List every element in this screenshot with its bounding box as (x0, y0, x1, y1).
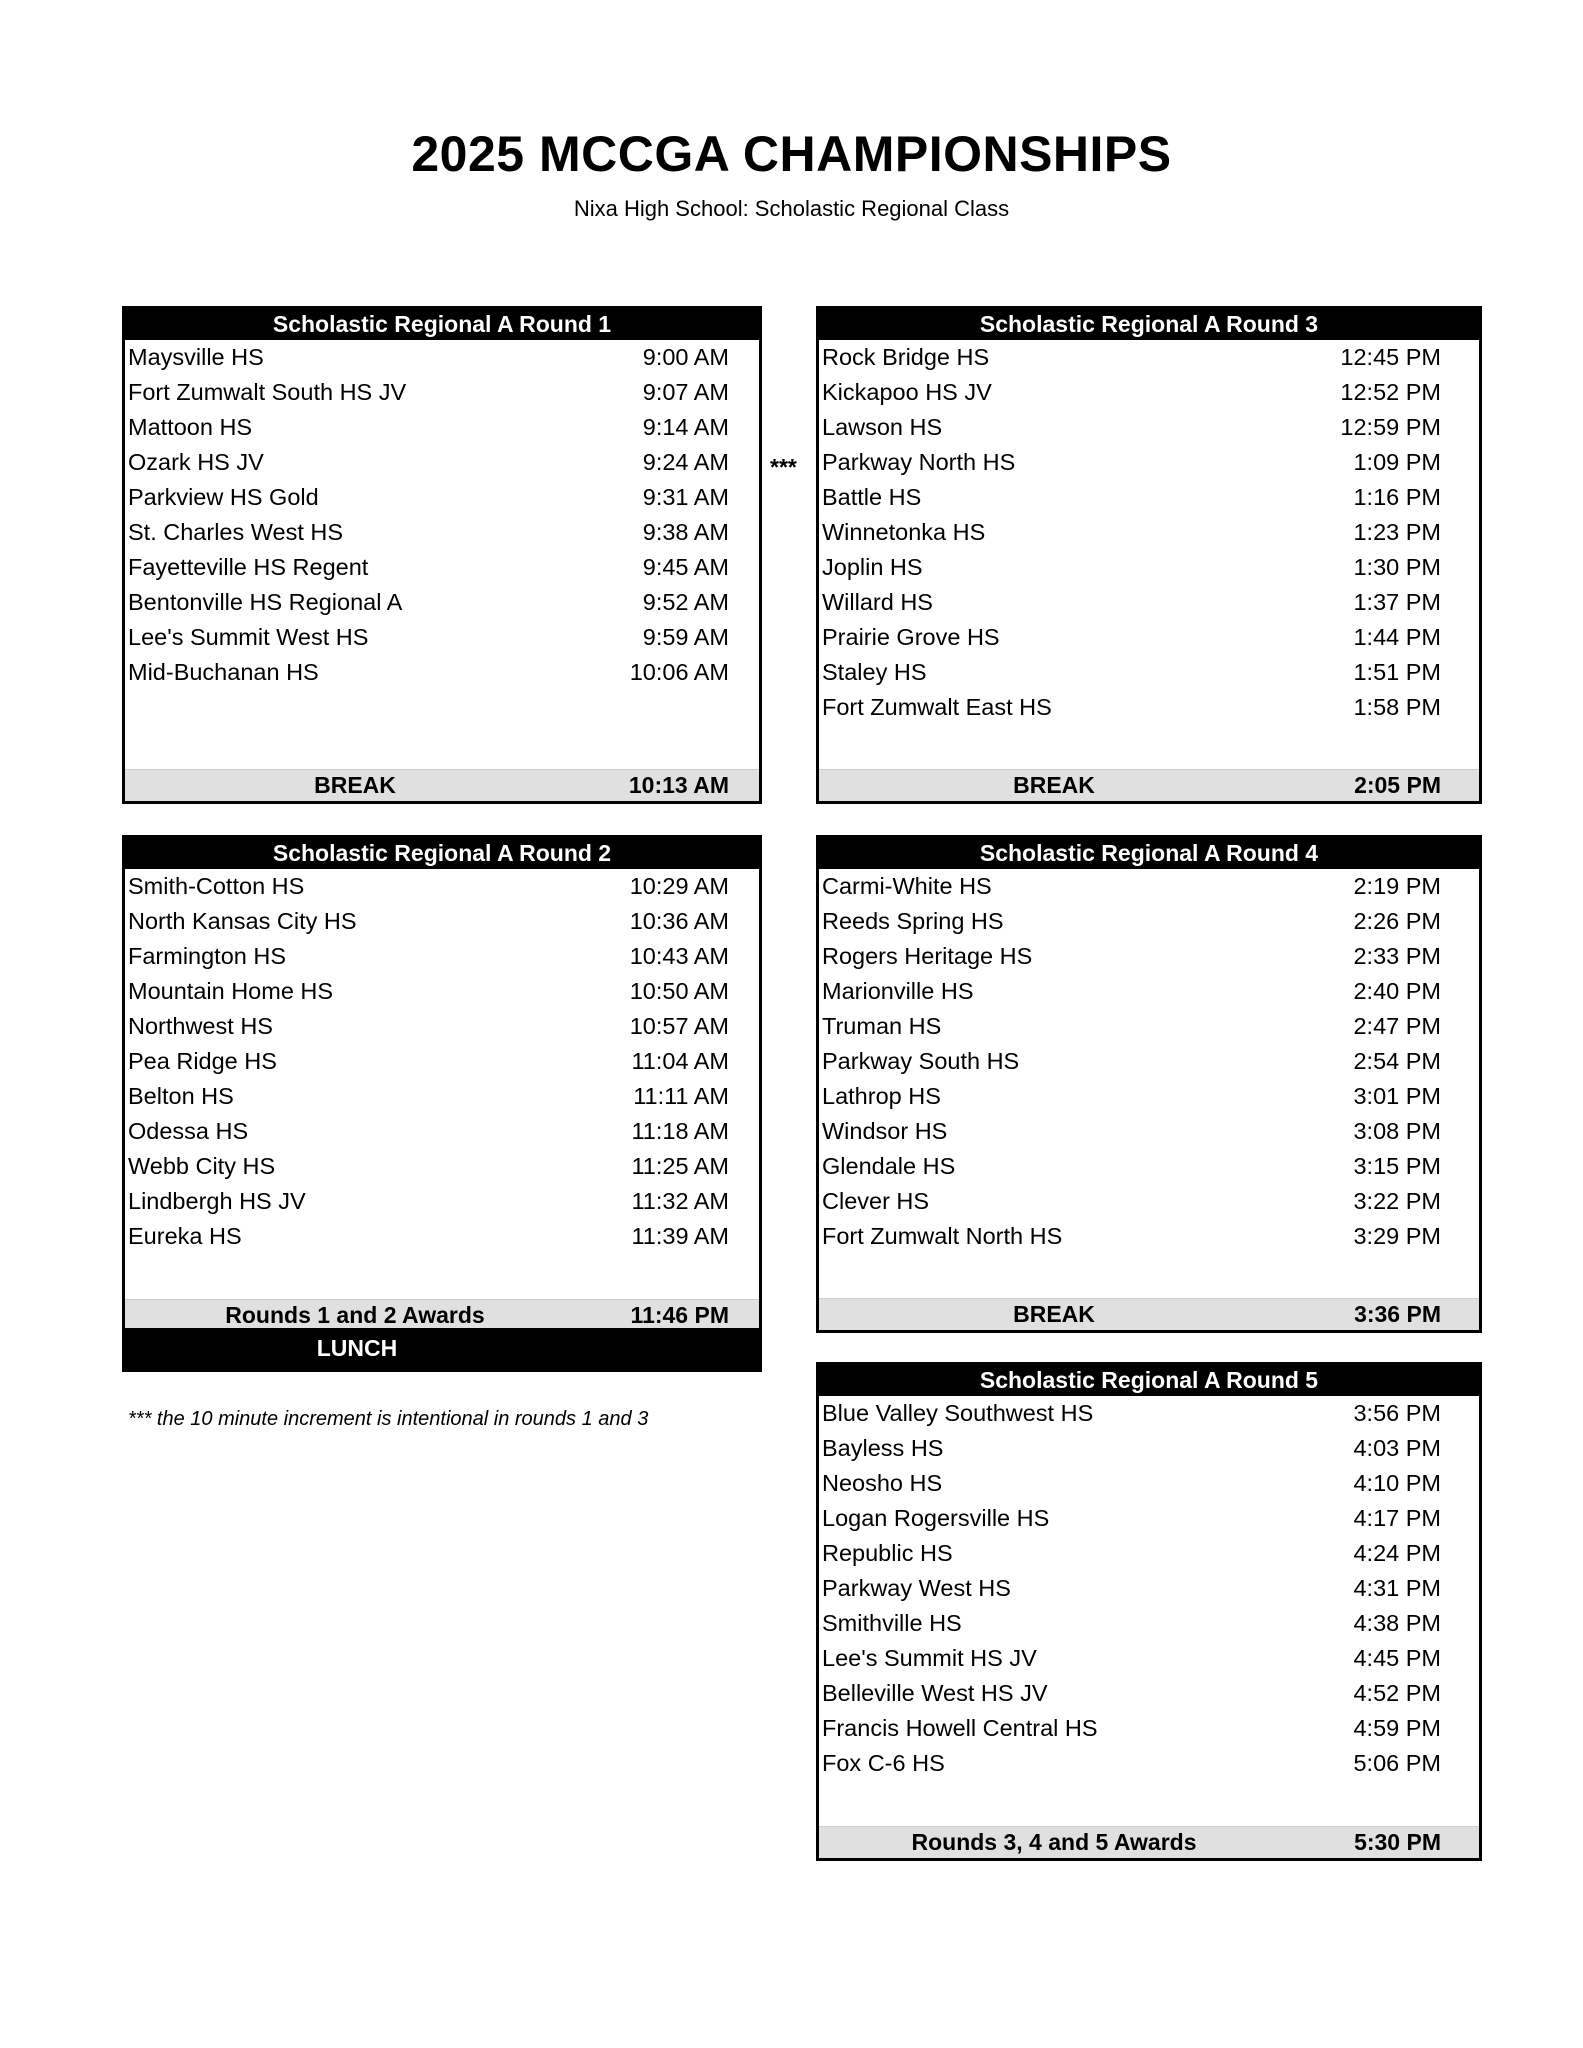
table-row (819, 585, 1479, 620)
start-time: 3:15 PM (1353, 1153, 1441, 1179)
table-row (819, 550, 1479, 585)
start-time: 3:08 PM (1353, 1118, 1441, 1144)
team-name: Northwest HS (128, 1013, 273, 1039)
team-name: Pea Ridge HS (128, 1048, 277, 1074)
team-name: Reeds Spring HS (822, 908, 1004, 934)
start-time: 3:29 PM (1353, 1223, 1441, 1249)
increment-marker: *** (770, 454, 797, 480)
round-footer (819, 1298, 1479, 1330)
team-name: Webb City HS (128, 1153, 276, 1179)
footer-time: 5:30 PM (1354, 1829, 1441, 1855)
table-row (819, 515, 1479, 550)
start-time: 2:40 PM (1353, 978, 1441, 1004)
round-title: Scholastic Regional A Round 1 (125, 309, 759, 340)
table-row (125, 410, 759, 445)
table-row (125, 340, 759, 375)
team-name: Joplin HS (822, 554, 923, 580)
start-time: 10:50 AM (629, 978, 729, 1004)
team-name: Odessa HS (128, 1118, 249, 1144)
team-name: Francis Howell Central HS (822, 1715, 1098, 1741)
footer-time: 10:13 AM (628, 772, 729, 798)
table-row (819, 974, 1479, 1009)
team-name: Fayetteville HS Regent (128, 554, 369, 580)
table-row (125, 1114, 759, 1149)
footer-label: Rounds 1 and 2 Awards (225, 1302, 485, 1328)
start-time: 9:00 AM (642, 344, 729, 370)
team-name: Lee's Summit West HS (128, 624, 369, 650)
team-name: Farmington HS (128, 943, 287, 969)
table-row (125, 375, 759, 410)
team-name: Smith-Cotton HS (128, 873, 305, 899)
round-1-box (122, 306, 762, 804)
team-name: Prairie Grove HS (822, 624, 1000, 650)
team-name: Kickapoo HS JV (822, 379, 992, 405)
team-name: Parkway North HS (822, 449, 1016, 475)
team-name: Carmi-White HS (822, 873, 992, 899)
team-name: Bayless HS (822, 1435, 944, 1461)
team-name: Mountain Home HS (128, 978, 334, 1004)
start-time: 4:10 PM (1353, 1470, 1441, 1496)
team-name: Parkway West HS (822, 1575, 1011, 1601)
table-row (819, 1536, 1479, 1571)
table-row (125, 974, 759, 1009)
table-row (125, 620, 759, 655)
team-name: Fort Zumwalt South HS JV (128, 379, 407, 405)
start-time: 9:45 AM (642, 554, 729, 580)
table-row (125, 939, 759, 974)
start-time: 12:45 PM (1340, 344, 1441, 370)
table-row (819, 655, 1479, 690)
start-time: 2:47 PM (1353, 1013, 1441, 1039)
start-time: 1:23 PM (1353, 519, 1441, 545)
table-row (819, 1219, 1479, 1254)
round-title: Scholastic Regional A Round 5 (819, 1365, 1479, 1396)
start-time: 4:24 PM (1353, 1540, 1441, 1566)
table-row (819, 620, 1479, 655)
start-time: 10:57 AM (629, 1013, 729, 1039)
table-row (125, 1184, 759, 1219)
table-row (819, 1149, 1479, 1184)
start-time: 9:52 AM (642, 589, 729, 615)
team-name: Ozark HS JV (128, 449, 264, 475)
team-name: Smithville HS (822, 1610, 962, 1636)
table-row (125, 1009, 759, 1044)
start-time: 4:52 PM (1353, 1680, 1441, 1706)
table-row (819, 690, 1479, 725)
table-row (125, 904, 759, 939)
start-time: 4:31 PM (1353, 1575, 1441, 1601)
start-time: 1:30 PM (1353, 554, 1441, 580)
team-name: Winnetonka HS (822, 519, 986, 545)
start-time: 1:09 PM (1353, 449, 1441, 475)
team-name: Lindbergh HS JV (128, 1188, 306, 1214)
table-row (819, 480, 1479, 515)
team-name: Clever HS (822, 1188, 930, 1214)
start-time: 2:33 PM (1353, 943, 1441, 969)
table-row (819, 939, 1479, 974)
start-time: 4:03 PM (1353, 1435, 1441, 1461)
start-time: 2:19 PM (1353, 873, 1441, 899)
team-name: Mid-Buchanan HS (128, 659, 319, 685)
round-footer (125, 769, 759, 801)
round-title: Scholastic Regional A Round 3 (819, 309, 1479, 340)
table-row (125, 515, 759, 550)
team-name: Battle HS (822, 484, 922, 510)
footer-time: 11:46 PM (630, 1302, 729, 1328)
table-row (819, 375, 1479, 410)
start-time: 10:36 AM (629, 908, 729, 934)
table-row (125, 585, 759, 620)
table-row (819, 1396, 1479, 1431)
start-time: 9:07 AM (642, 379, 729, 405)
team-name: Rock Bridge HS (822, 344, 990, 370)
start-time: 11:32 AM (631, 1188, 729, 1214)
table-row (125, 480, 759, 515)
start-time: 9:59 AM (642, 624, 729, 650)
team-name: Lee's Summit HS JV (822, 1645, 1037, 1671)
start-time: 11:25 AM (631, 1153, 729, 1179)
start-time: 12:59 PM (1340, 414, 1441, 440)
round-title: Scholastic Regional A Round 2 (125, 838, 759, 869)
team-name: Glendale HS (822, 1153, 956, 1179)
start-time: 1:37 PM (1353, 589, 1441, 615)
round-4-box (816, 835, 1482, 1333)
footer-label: BREAK (314, 772, 396, 798)
start-time: 10:06 AM (629, 659, 729, 685)
start-time: 10:29 AM (629, 873, 729, 899)
table-row (819, 904, 1479, 939)
lunch-label: LUNCH (316, 1335, 398, 1361)
table-row (125, 1149, 759, 1184)
table-row (819, 1114, 1479, 1149)
page-subtitle: Nixa High School: Scholastic Regional Class (573, 196, 1010, 221)
table-row (819, 1184, 1479, 1219)
team-name: Truman HS (822, 1013, 942, 1039)
team-name: Willard HS (822, 589, 933, 615)
start-time: 1:44 PM (1353, 624, 1441, 650)
start-time: 12:52 PM (1340, 379, 1441, 405)
team-name: North Kansas City HS (128, 908, 357, 934)
round-5-box (816, 1362, 1482, 1861)
team-name: Parkview HS Gold (128, 484, 319, 510)
start-time: 3:56 PM (1353, 1400, 1441, 1426)
table-row (125, 869, 759, 904)
round-entries (819, 1396, 1479, 1781)
team-name: Bentonville HS Regional A (128, 589, 403, 615)
table-row (125, 1044, 759, 1079)
start-time: 9:38 AM (642, 519, 729, 545)
start-time: 11:04 AM (631, 1048, 729, 1074)
table-row (819, 1009, 1479, 1044)
table-row (819, 1571, 1479, 1606)
team-name: Belleville West HS JV (822, 1680, 1048, 1706)
team-name: Windsor HS (822, 1118, 948, 1144)
table-row (819, 1676, 1479, 1711)
start-time: 11:18 AM (631, 1118, 729, 1144)
team-name: Staley HS (822, 659, 927, 685)
footer-label: BREAK (1013, 1301, 1095, 1327)
team-name: Parkway South HS (822, 1048, 1020, 1074)
start-time: 9:24 AM (642, 449, 729, 475)
round-entries (819, 869, 1479, 1254)
start-time: 1:58 PM (1353, 694, 1441, 720)
start-time: 3:22 PM (1353, 1188, 1441, 1214)
team-name: Logan Rogersville HS (822, 1505, 1050, 1531)
team-name: Fort Zumwalt North HS (822, 1223, 1063, 1249)
team-name: Lathrop HS (822, 1083, 941, 1109)
round-title: Scholastic Regional A Round 4 (819, 838, 1479, 869)
team-name: Marionville HS (822, 978, 974, 1004)
footer-label: Rounds 3, 4 and 5 Awards (911, 1829, 1197, 1855)
table-row (819, 1606, 1479, 1641)
table-row (125, 1219, 759, 1254)
start-time: 5:06 PM (1353, 1750, 1441, 1776)
table-row (125, 1079, 759, 1114)
team-name: Fox C-6 HS (822, 1750, 945, 1776)
team-name: Blue Valley Southwest HS (822, 1400, 1094, 1426)
start-time: 1:16 PM (1353, 484, 1441, 510)
team-name: Belton HS (128, 1083, 234, 1109)
lunch-bar (122, 1328, 762, 1372)
round-footer (819, 1826, 1479, 1858)
table-row (819, 1711, 1479, 1746)
team-name: Lawson HS (822, 414, 943, 440)
team-name: Rogers Heritage HS (822, 943, 1033, 969)
footer-time: 2:05 PM (1354, 772, 1441, 798)
start-time: 4:45 PM (1353, 1645, 1441, 1671)
team-name: St. Charles West HS (128, 519, 344, 545)
table-row (819, 410, 1479, 445)
table-row (819, 1466, 1479, 1501)
team-name: Eureka HS (128, 1223, 242, 1249)
team-name: Neosho HS (822, 1470, 943, 1496)
start-time: 2:54 PM (1353, 1048, 1441, 1074)
team-name: Fort Zumwalt East HS (822, 694, 1052, 720)
team-name: Republic HS (822, 1540, 953, 1566)
start-time: 11:39 AM (631, 1223, 729, 1249)
table-row (819, 1044, 1479, 1079)
start-time: 4:17 PM (1353, 1505, 1441, 1531)
start-time: 3:01 PM (1353, 1083, 1441, 1109)
start-time: 9:31 AM (642, 484, 729, 510)
table-row (125, 445, 759, 480)
table-row (819, 869, 1479, 904)
round-footer (819, 769, 1479, 801)
table-row (819, 340, 1479, 375)
page-title: 2025 MCCGA CHAMPIONSHIPS (411, 126, 1172, 182)
start-time: 9:14 AM (642, 414, 729, 440)
round-entries (125, 340, 759, 690)
footer-label: BREAK (1013, 772, 1095, 798)
table-row (819, 1641, 1479, 1676)
start-time: 4:38 PM (1353, 1610, 1441, 1636)
table-row (819, 1431, 1479, 1466)
table-row (125, 655, 759, 690)
footnote: *** the 10 minute increment is intentional in rounds 1 and 3 (128, 1408, 649, 1430)
round-entries (125, 869, 759, 1254)
footer-time: 3:36 PM (1354, 1301, 1441, 1327)
team-name: Mattoon HS (128, 414, 253, 440)
table-row (125, 550, 759, 585)
start-time: 11:11 AM (633, 1083, 729, 1109)
start-time: 2:26 PM (1353, 908, 1441, 934)
table-row (819, 1079, 1479, 1114)
round-footer (125, 1299, 759, 1331)
start-time: 10:43 AM (629, 943, 729, 969)
team-name: Maysville HS (128, 344, 264, 370)
table-row (819, 445, 1479, 480)
start-time: 4:59 PM (1353, 1715, 1441, 1741)
round-3-box (816, 306, 1482, 804)
table-row (819, 1501, 1479, 1536)
start-time: 1:51 PM (1353, 659, 1441, 685)
table-row (819, 1746, 1479, 1781)
round-entries (819, 340, 1479, 725)
round-2-box (122, 835, 762, 1334)
